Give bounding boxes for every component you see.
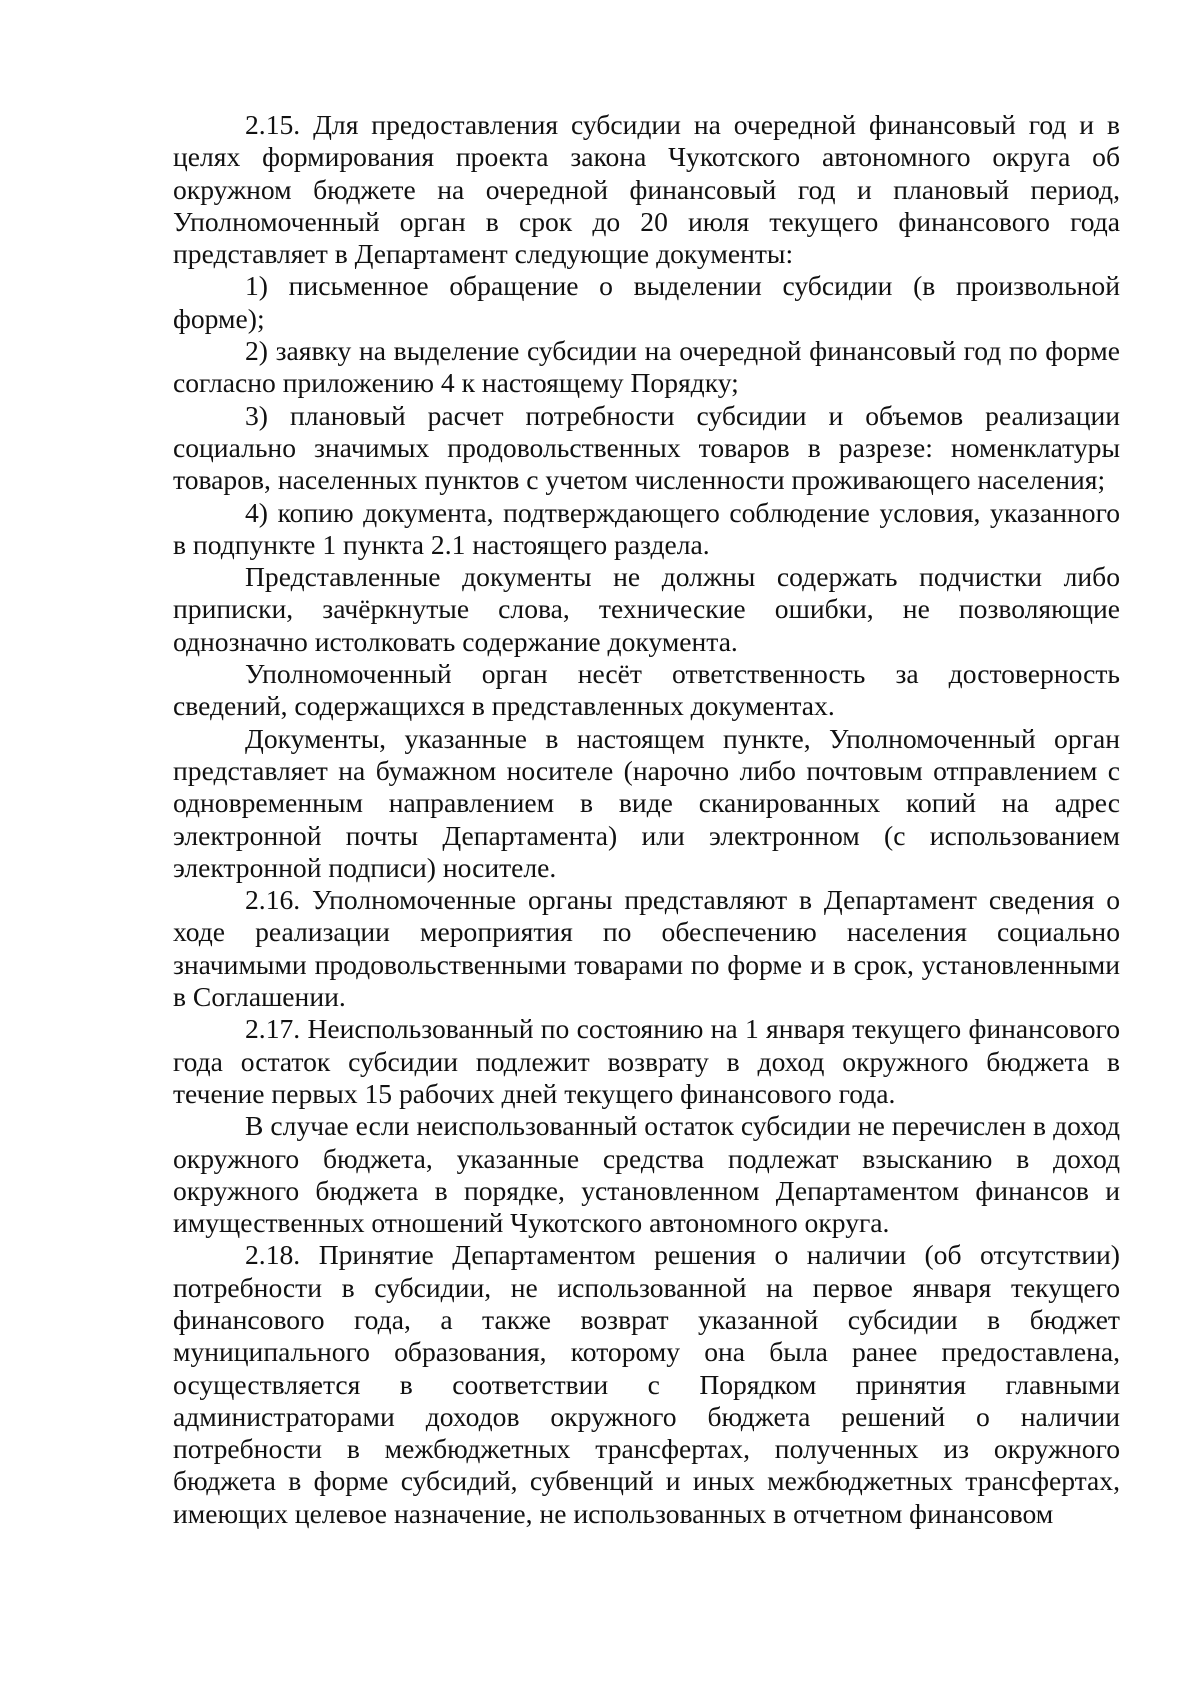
paragraph-document-requirements: Представленные документы не должны содержать подчистки либо приписки, зачёркнутые слова, технические ошибки, не позволяющие однозначно истолковать содержание документа. xyxy=(173,561,1120,657)
list-item-4: 4) копию документа, подтверждающего соблюдение условия, указанного в подпункте 1 пункта 2.1 настоящего раздела. xyxy=(173,496,1120,560)
list-item-1: 1) письменное обращение о выделении субсидии (в произвольной форме); xyxy=(173,270,1120,334)
paragraph-2-16: 2.16. Уполномоченные органы представляют в Департамент сведения о ходе реализации мероприятия по обеспечению населения социально значимыми продовольственными товарами по форме и в срок, установленными в Соглашении. xyxy=(173,884,1120,1013)
paragraph-recovery: В случае если неиспользованный остаток субсидии не перечислен в доход окружного бюджета, указанные средства подлежат взысканию в доход окружного бюджета в порядке, установленном Департаментом финансов и имущественных отношений Чукотского автономного округа. xyxy=(173,1110,1120,1239)
list-item-3: 3) плановый расчет потребности субсидии и объемов реализации социально значимых продовольственных товаров в разрезе: номенклатуры товаров, населенных пунктов с учетом численности проживающего населения; xyxy=(173,399,1120,496)
document-body xyxy=(173,109,1120,1530)
paragraph-2-15: 2.15. Для предоставления субсидии на очередной финансовый год и в целях формирования проекта закона Чукотского автономного округа об окружном бюджете на очередной финансовый год и плановый период, Уполномоченный орган в срок до 20 июля текущего финансового года представляет в Департамент следующие документы: xyxy=(173,109,1120,270)
paragraph-submission-format: Документы, указанные в настоящем пункте, Уполномоченный орган представляет на бумажном носителе (нарочно либо почтовым отправлением с одновременным направлением в виде сканированных копий на адрес электронной почты Департамента) или электронном (с использованием электронной подписи) носителе. xyxy=(173,722,1120,883)
paragraph-2-17: 2.17. Неиспользованный по состоянию на 1 января текущего финансового года остаток субсидии подлежит возврату в доход окружного бюджета в течение первых 15 рабочих дней текущего финансового года. xyxy=(173,1013,1120,1109)
paragraph-2-18: 2.18. Принятие Департаментом решения о наличии (об отсутствии) потребности в субсидии, не использованной на первое января текущего финансового года, а также возврат указанной субсидии в бюджет муниципального образования, которому она была ранее предоставлена, осуществляется в соответствии с Порядком принятия главными администраторами доходов окружного бюджета решений о наличии потребности в межбюджетных трансфертах, полученных из окружного бюджета в форме субсидий, субвенций и иных межбюджетных трансфертах, имеющих целевое назначение, не использованных в отчетном финансовом xyxy=(173,1239,1120,1529)
list-item-2: 2) заявку на выделение субсидии на очередной финансовый год по форме согласно приложению 4 к настоящему Порядку; xyxy=(173,335,1120,399)
paragraph-responsibility: Уполномоченный орган несёт ответственность за достоверность сведений, содержащихся в представленных документах. xyxy=(173,658,1120,722)
